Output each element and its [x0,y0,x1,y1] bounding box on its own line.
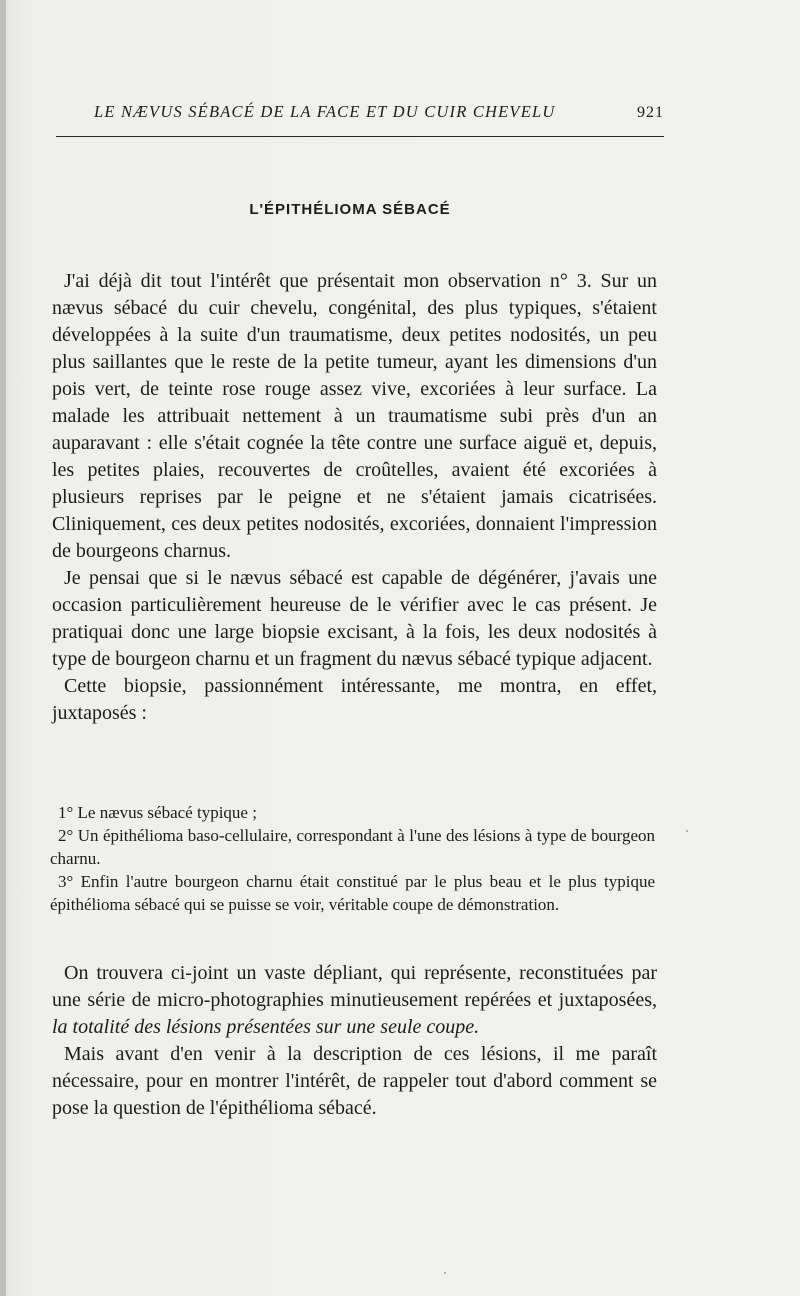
foldout-emphasis: la totalité des lésions présentées sur une seule coupe. [52,1016,480,1038]
paragraph-question: Mais avant d'en venir à la description de ces lésions, il me paraît nécessaire, pour en montrer l'intérêt, de rappeler tout d'abord comment se pose la question de l'épithélioma sébacé. [52,1043,657,1119]
paragraph-biopsy: Je pensai que si le nævus sébacé est capable de dégénérer, j'avais une occasion particulièrement heureuse de le vérifier avec le cas présent. Je pratiquai donc une large biopsie excisant, à la fois, les deux nodosités à type de bourgeon charnu et un fragment du nævus sébacé typique adjacent. [52,567,657,670]
paragraph-observation: J'ai déjà dit tout l'intérêt que présentait mon observation n° 3. Sur un nævus sébacé du cuir chevelu, congénital, des plus typiques, s'étaient développées à la suite d'un traumatisme, deux petites nodosités, un peu plus saillantes que le reste de la petite tumeur, ayant les dimensions d'un pois vert, de teinte rose rouge assez vive, excoriées à leur surface. La malade les attribuait nettement à un traumatisme subi près d'un an auparavant : elle s'était cognée la tête contre une surface aiguë et, depuis, les petites plaies, recouvertes de croûtelles, avaient été excoriées à plusieurs reprises par le peigne et ne s'étaient jamais cicatrisées. Cliniquement, ces deux petites nodosités, excoriées, donnaient l'impression de bourgeons charnus. [52,270,657,562]
section-title: L'ÉPITHÉLIOMA SÉBACÉ [249,201,451,218]
header-rule [56,136,664,137]
paragraph-juxtaposed: Cette biopsie, passionnément intéressante, me montra, en effet, juxtaposés : [52,675,657,724]
running-title: LE NÆVUS SÉBACÉ DE LA FACE ET DU CUIR CHEVELU [94,102,556,121]
page-binding-shadow [0,0,6,1296]
list-item: 3° Enfin l'autre bourgeon charnu était constitué par le plus beau et le plus typique épithélioma sébacé qui se puisse se voir, véritable coupe de démonstration. [50,872,655,914]
list-item: 2° Un épithélioma baso-cellulaire, correspondant à l'une des lésions à type de bourgeon charnu. [50,826,655,868]
foldout-text: On trouvera ci-joint un vaste dépliant, qui représente, reconstituées par une série de micro-photographies minutieusement repérées et juxtaposées, [52,962,657,1011]
paper-speck [686,830,688,832]
intro-text [52,268,657,727]
paragraph-foldout [52,960,657,1041]
paper-speck [444,1272,446,1274]
list-item: 1° Le nævus sébacé typique ; [58,803,257,822]
page-number: 921 [637,104,664,121]
running-head [94,102,664,126]
findings-list [50,801,655,916]
closing-text [52,960,657,1122]
